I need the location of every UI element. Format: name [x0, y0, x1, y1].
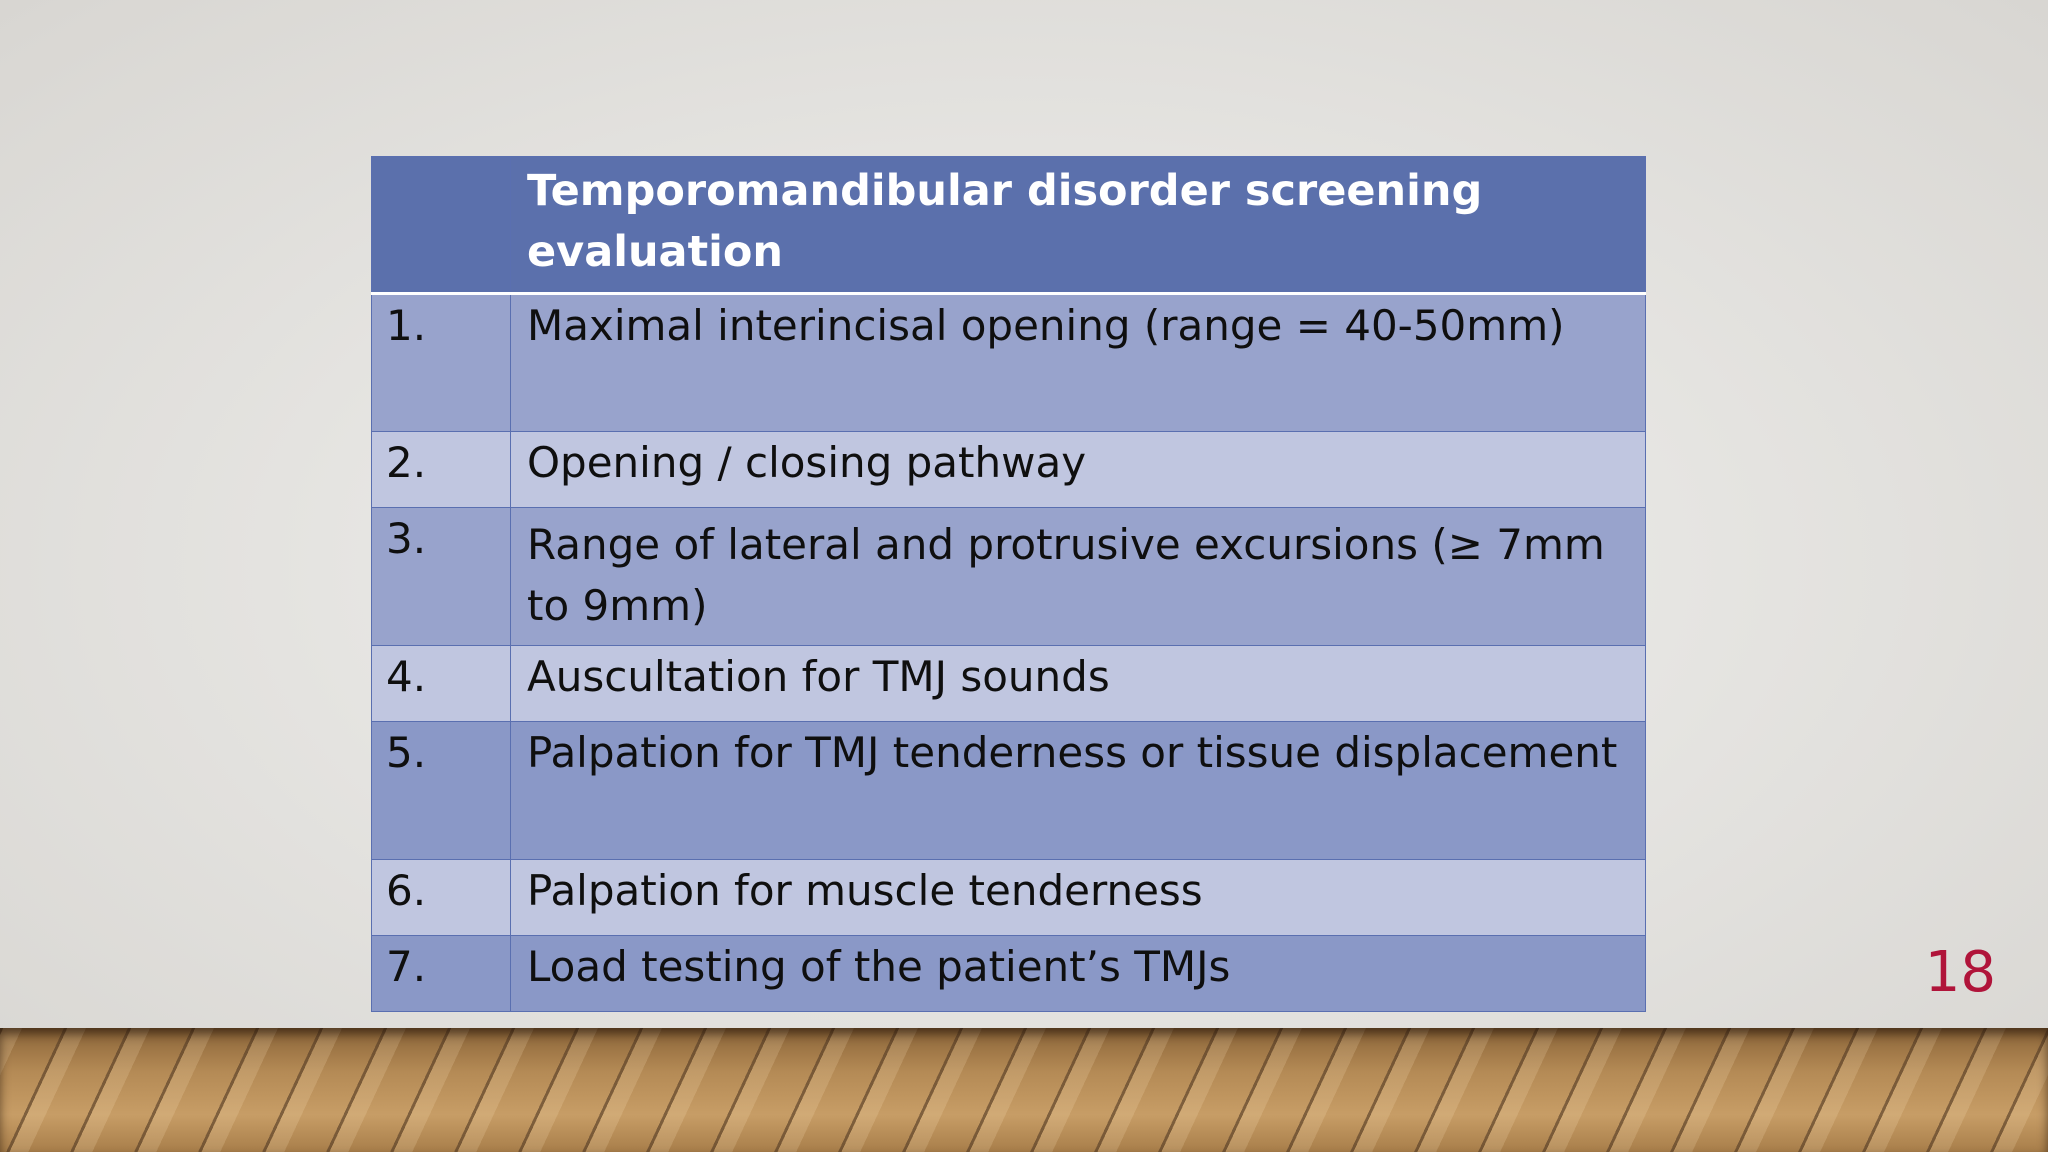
row-number: 7. — [372, 936, 511, 1012]
row-number: 2. — [372, 432, 511, 508]
row-text: Palpation for muscle tenderness — [511, 860, 1646, 936]
row-text: Palpation for TMJ tenderness or tissue displacement — [511, 722, 1646, 860]
row-text: Load testing of the patient’s TMJs — [511, 936, 1646, 1012]
row-number: 5. — [372, 722, 511, 860]
row-text: Range of lateral and protrusive excursions (≥ 7mm to 9mm) — [511, 508, 1646, 646]
table-row — [372, 646, 1646, 722]
row-number: 1. — [372, 294, 511, 432]
table-row — [372, 508, 1646, 646]
row-text: Maximal interincisal opening (range = 40-50mm) — [511, 294, 1646, 432]
table-header-row — [372, 157, 1646, 294]
table-row — [372, 722, 1646, 860]
wood-floor-decoration — [0, 1028, 2048, 1152]
table-row — [372, 294, 1646, 432]
row-number: 6. — [372, 860, 511, 936]
table-row — [372, 936, 1646, 1012]
row-number: 3. — [372, 508, 511, 646]
slide-page-number: 18 — [1924, 940, 1996, 1005]
row-text: Opening / closing pathway — [511, 432, 1646, 508]
row-text: Auscultation for TMJ sounds — [511, 646, 1646, 722]
header-title-cell: Temporomandibular disorder screening evaluation — [511, 157, 1646, 294]
screening-table-container — [371, 156, 1645, 1012]
screening-table — [371, 156, 1646, 1012]
table-row — [372, 432, 1646, 508]
header-number-cell — [372, 157, 511, 294]
table-row — [372, 860, 1646, 936]
row-number: 4. — [372, 646, 511, 722]
